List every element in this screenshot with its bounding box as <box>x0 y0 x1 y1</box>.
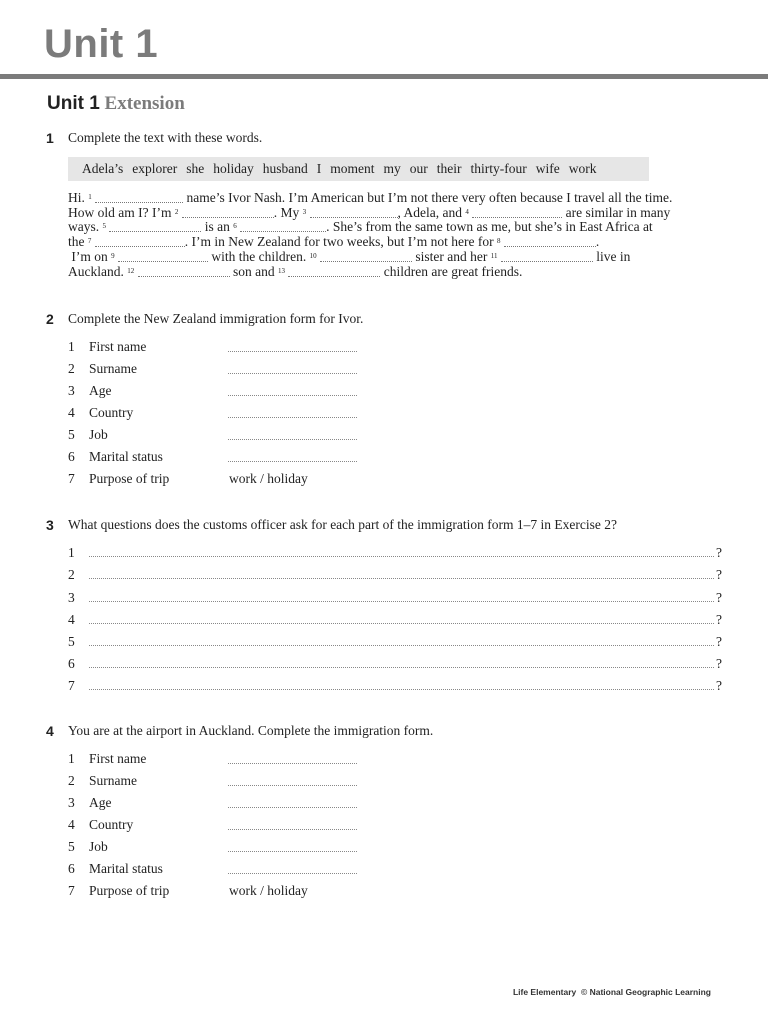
answer-line[interactable] <box>89 645 714 646</box>
field-label: Purpose of trip <box>89 471 170 486</box>
exercise-2-number: 2 <box>46 311 54 327</box>
word-box-word: work <box>568 161 597 176</box>
answer-line[interactable] <box>89 578 714 579</box>
answer-line[interactable] <box>89 623 714 624</box>
word-box-word: my <box>383 161 401 176</box>
text-segment: . I’m in New Zealand for two weeks, but I’m not here for <box>184 234 494 250</box>
row-number: 4 <box>68 405 75 420</box>
field-label: Country <box>89 405 134 420</box>
gap-number: 8 <box>497 237 501 246</box>
answer-line[interactable] <box>228 785 357 786</box>
section-title-extension: Extension <box>104 93 185 114</box>
gap-number: 3 <box>302 207 307 216</box>
question-mark: ? <box>716 545 722 560</box>
text-segment: the <box>68 234 85 250</box>
section-title-unit: Unit 1 <box>47 93 100 114</box>
text-segment: Hi. <box>68 190 85 205</box>
field-label: Surname <box>89 361 137 376</box>
word-box-word: our <box>409 161 428 176</box>
field-label: Surname <box>89 773 137 788</box>
gap-number: 2 <box>174 207 179 216</box>
footer <box>513 987 711 997</box>
row-number: 2 <box>68 361 75 376</box>
text-segment: sister and her <box>415 248 488 264</box>
answer-line[interactable] <box>228 461 357 462</box>
text-segment: children are great friends. <box>383 263 523 279</box>
purpose-options[interactable]: work / holiday <box>229 471 308 486</box>
text-segment: I’m on <box>71 248 108 264</box>
answer-line[interactable] <box>89 667 714 668</box>
gap-6[interactable] <box>240 220 326 232</box>
question-row <box>68 545 722 565</box>
gap-number: 7 <box>87 237 92 246</box>
row-number: 5 <box>68 634 75 649</box>
row-number: 7 <box>68 883 75 898</box>
answer-line[interactable] <box>228 373 357 374</box>
gap-number: 13 <box>277 266 285 275</box>
row-number: 3 <box>68 795 75 810</box>
answer-line[interactable] <box>228 851 357 852</box>
exercise-2-instruction: Complete the New Zealand immigration form for Ivor. <box>68 311 364 326</box>
question-mark: ? <box>716 590 722 605</box>
gap-10[interactable] <box>320 250 412 262</box>
exercise-3-instruction: What questions does the customs officer ask for each part of the immigration form 1–7 in Exercise 2? <box>68 517 617 532</box>
answer-line[interactable] <box>228 829 357 830</box>
text-line <box>68 191 708 206</box>
row-number: 6 <box>68 449 75 464</box>
answer-line[interactable] <box>89 689 714 690</box>
word-box <box>68 157 649 181</box>
row-number: 5 <box>68 839 75 854</box>
text-line <box>68 265 708 280</box>
answer-line[interactable] <box>228 439 357 440</box>
gap-number: 4 <box>465 207 469 216</box>
gap-8[interactable] <box>504 235 596 247</box>
exercise-1-text <box>68 191 708 279</box>
gap-number: 9 <box>111 251 115 260</box>
answer-line[interactable] <box>228 873 357 874</box>
text-line <box>68 206 708 221</box>
word-box-word: thirty-four <box>470 161 527 176</box>
section-title <box>47 93 185 115</box>
field-label: Job <box>89 839 108 854</box>
gap-number: 10 <box>309 251 317 260</box>
text-line <box>68 220 708 235</box>
header-rule <box>0 74 768 79</box>
text-segment: name’s Ivor Nash. I’m American but I’m not there very often because I travel all the time. <box>186 190 673 205</box>
text-segment: are similar in many <box>565 204 671 220</box>
word-box-word: she <box>186 161 205 176</box>
word-box-word: husband <box>262 161 308 176</box>
question-mark: ? <box>716 656 722 671</box>
answer-line[interactable] <box>89 601 714 602</box>
word-box-word: their <box>436 161 462 176</box>
word-box-word: moment <box>330 161 375 176</box>
question-row <box>68 612 722 632</box>
text-line <box>68 235 708 250</box>
gap-9[interactable] <box>118 250 208 262</box>
field-label: Marital status <box>89 449 163 464</box>
text-segment: Auckland. <box>68 263 124 279</box>
unit-header: Unit 1 <box>44 22 159 66</box>
gap-number: 5 <box>102 222 106 231</box>
row-number: 6 <box>68 861 75 876</box>
text-segment: live in <box>596 248 631 264</box>
exercise-4-instruction: You are at the airport in Auckland. Complete the immigration form. <box>68 723 434 738</box>
word-box-word: Adela’s <box>82 161 124 176</box>
text-segment: is an <box>204 219 230 235</box>
gap-4[interactable] <box>472 206 562 218</box>
text-line <box>68 250 708 265</box>
gap-12[interactable] <box>138 265 230 277</box>
word-box-word: wife <box>535 161 560 176</box>
text-segment: son and <box>232 263 275 279</box>
gap-number: 1 <box>88 193 92 201</box>
row-number: 4 <box>68 817 75 832</box>
answer-line[interactable] <box>228 417 357 418</box>
gap-1[interactable] <box>95 191 183 203</box>
field-label: Purpose of trip <box>89 883 170 898</box>
text-segment: . My <box>273 204 300 220</box>
row-number: 1 <box>68 751 75 766</box>
gap-2[interactable] <box>182 206 274 218</box>
answer-line[interactable] <box>228 395 357 396</box>
row-number: 3 <box>68 383 75 398</box>
text-segment: . She’s from the same town as me, but she’s in East Africa at <box>326 219 653 235</box>
question-row <box>68 567 722 587</box>
gap-13[interactable] <box>288 265 380 277</box>
row-number: 2 <box>68 773 75 788</box>
question-row <box>68 634 722 654</box>
footer-copyright: © National Geographic Learning <box>580 987 711 997</box>
field-label: First name <box>89 751 147 766</box>
row-number: 7 <box>68 678 75 693</box>
gap-number: 12 <box>127 266 135 275</box>
field-label: Job <box>89 427 108 442</box>
question-mark: ? <box>716 612 722 627</box>
exercise-1-number: 1 <box>46 130 54 146</box>
question-row <box>68 656 722 676</box>
gap-number: 6 <box>233 222 237 231</box>
gap-11[interactable] <box>501 250 593 262</box>
text-segment: How old am I? I’m <box>68 204 172 220</box>
word-box-word: explorer <box>132 161 178 176</box>
field-label: Country <box>89 817 134 832</box>
question-mark: ? <box>716 567 722 582</box>
gap-number: 11 <box>490 251 498 260</box>
field-label: Age <box>89 383 112 398</box>
row-number: 4 <box>68 612 75 627</box>
field-label: Marital status <box>89 861 163 876</box>
row-number: 2 <box>68 567 75 582</box>
footer-book-title: Life Elementary <box>512 987 577 997</box>
purpose-options[interactable]: work / holiday <box>229 883 308 898</box>
field-label: Age <box>89 795 112 810</box>
answer-line[interactable] <box>228 351 357 352</box>
question-mark: ? <box>716 678 722 693</box>
exercise-1-instruction: Complete the text with these words. <box>68 130 263 145</box>
field-label: First name <box>89 339 147 354</box>
text-segment: . <box>595 234 600 250</box>
question-row <box>68 678 722 698</box>
gap-3[interactable] <box>310 206 398 218</box>
row-number: 6 <box>68 656 75 671</box>
text-segment: with the children. <box>211 248 307 264</box>
exercise-4-number: 4 <box>46 723 54 739</box>
row-number: 3 <box>68 590 75 605</box>
answer-line[interactable] <box>228 807 357 808</box>
answer-line[interactable] <box>228 763 357 764</box>
gap-7[interactable] <box>95 235 185 247</box>
text-segment: , Adela, and <box>397 204 462 220</box>
row-number: 5 <box>68 427 75 442</box>
word-box-word: holiday <box>213 161 254 176</box>
exercise-3-number: 3 <box>46 517 54 533</box>
row-number: 7 <box>68 471 75 486</box>
question-mark: ? <box>716 634 722 649</box>
row-number: 1 <box>68 545 75 560</box>
row-number: 1 <box>68 339 75 354</box>
gap-5[interactable] <box>109 220 201 232</box>
answer-line[interactable] <box>89 556 714 557</box>
text-segment: ways. <box>68 219 100 235</box>
word-box-word: I <box>316 161 322 176</box>
question-row <box>68 590 722 610</box>
